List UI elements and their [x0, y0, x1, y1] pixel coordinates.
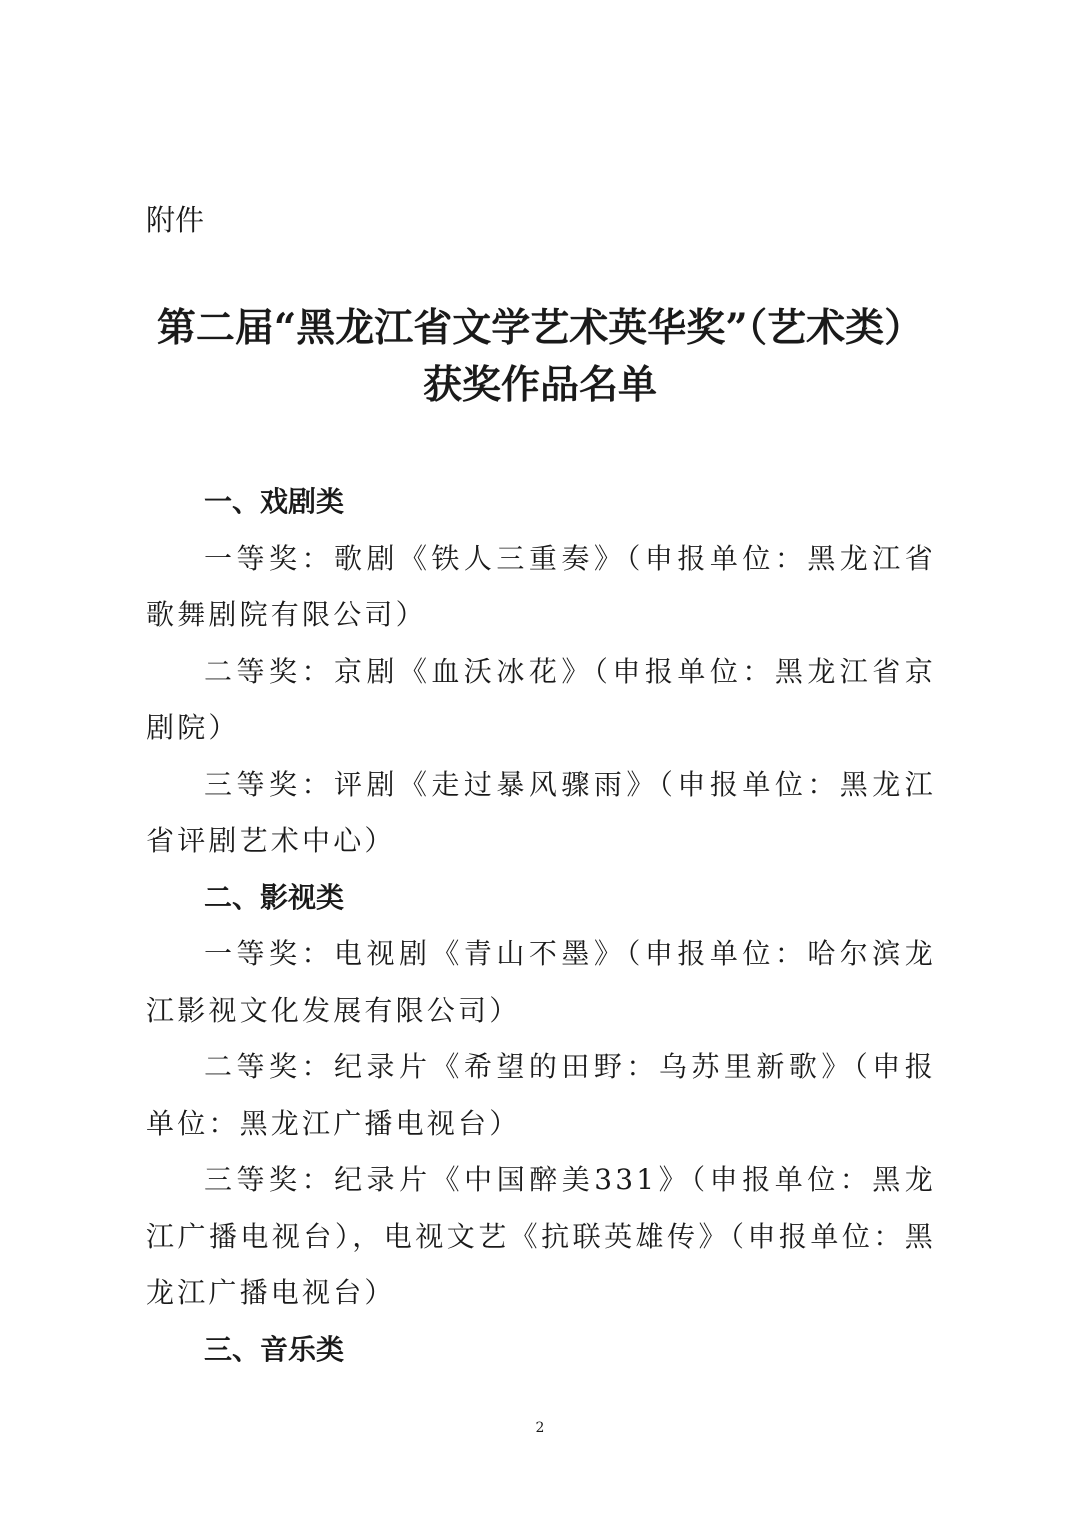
award-entry-film-tv-third: 三等奖：纪录片《中国醉美331》（申报单位：黑龙江广播电视台），电视文艺《抗联英雄传》（申报单位：黑龙江广播电视台） [146, 1163, 936, 1309]
document-title-line-2: 获奖作品名单 [422, 362, 657, 408]
section-heading-music: 三、音乐类 [204, 1332, 345, 1366]
award-entry-drama-second: 二等奖：京剧《血沃冰花》（申报单位：黑龙江省京剧院） [146, 654, 936, 744]
page-number: 2 [535, 1420, 545, 1436]
award-entry-drama-third: 三等奖：评剧《走过暴风骤雨》（申报单位：黑龙江省评剧艺术中心） [146, 767, 936, 857]
document-title-line-1: 第二届“黑龙江省文学艺术英华奖”（艺术类） [156, 305, 924, 351]
section-heading-drama: 一、戏剧类 [204, 485, 345, 518]
section-heading-film-tv: 二、影视类 [204, 880, 345, 914]
award-list [146, 474, 936, 1378]
award-entry-film-tv-second: 二等奖：纪录片《希望的田野：乌苏里新歌》（申报单位：黑龙江广播电视台） [146, 1050, 936, 1140]
award-entry-film-tv-first: 一等奖：电视剧《青山不墨》（申报单位：哈尔滨龙江影视文化发展有限公司） [146, 937, 936, 1027]
attachment-label: 附件 [146, 203, 205, 237]
award-entry-drama-first: 一等奖：歌剧《铁人三重奏》（申报单位：黑龙江省歌舞剧院有限公司） [146, 541, 936, 631]
